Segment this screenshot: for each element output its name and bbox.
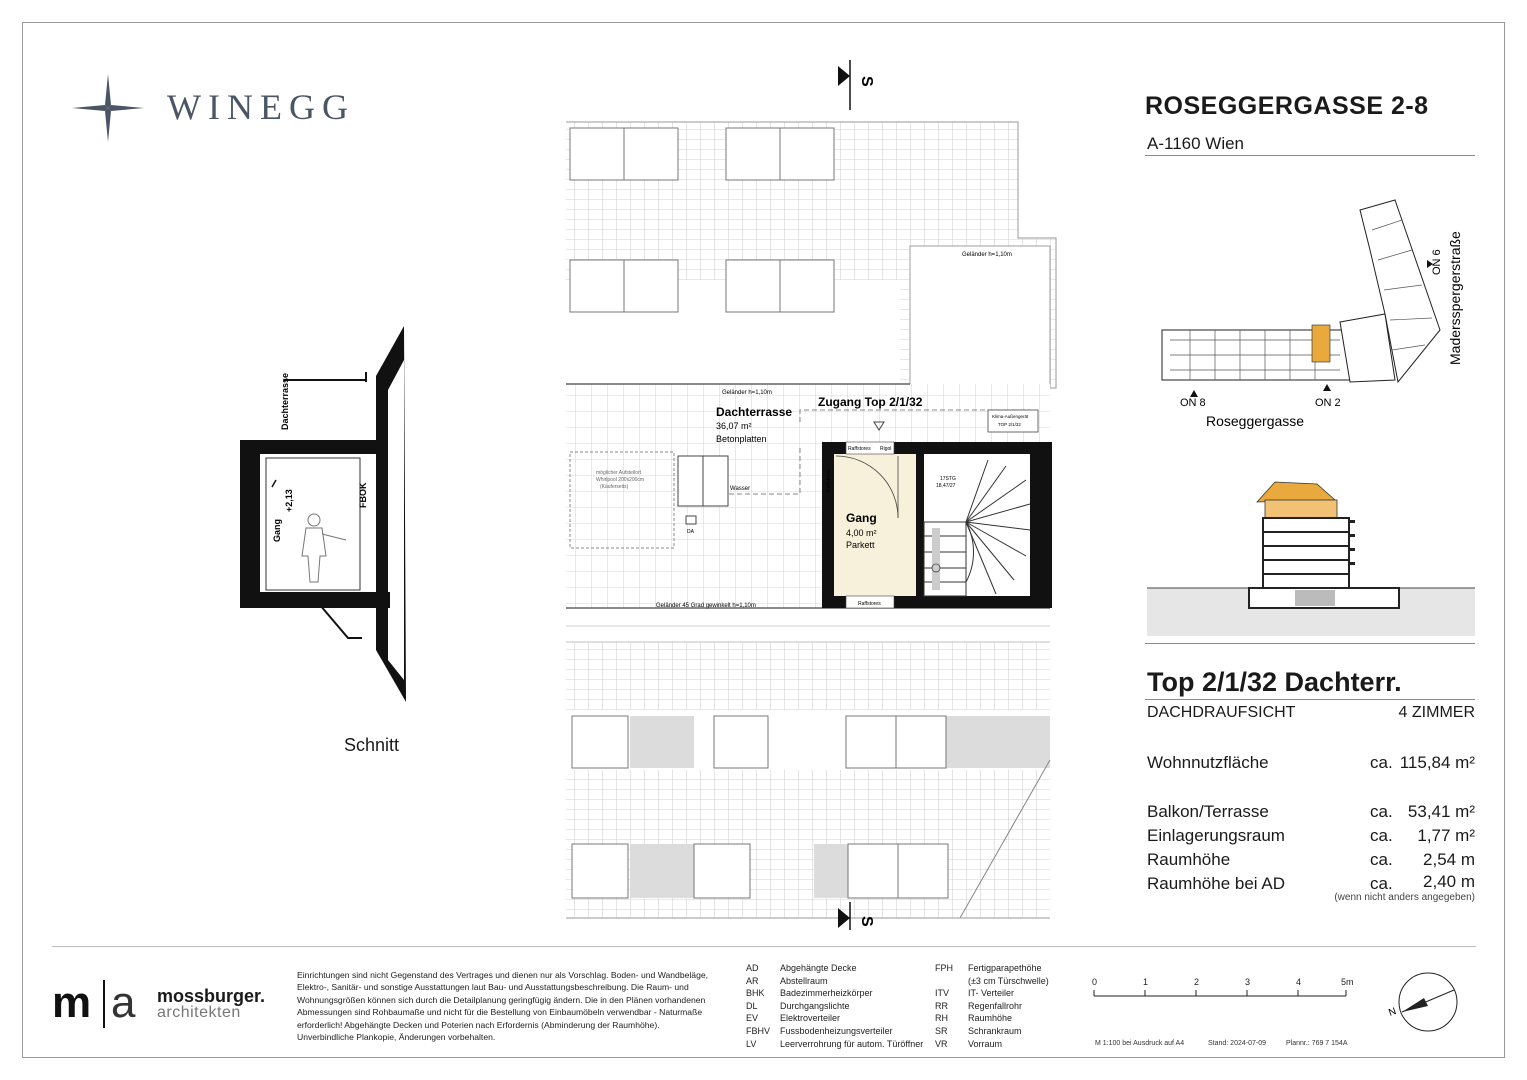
- area-label: Balkon/Terrasse: [1147, 802, 1269, 821]
- terrace-area: 36,07 m²: [716, 421, 752, 431]
- unit-highlight: [1312, 325, 1330, 362]
- whirlpool-line3: (Käuferseits): [600, 484, 629, 490]
- area-value: 1,77 m²: [1417, 826, 1475, 845]
- legend-text: Abgehängte Decke: [780, 963, 857, 973]
- floor-plan: [560, 60, 1070, 930]
- rigol-label: Rigol: [880, 446, 892, 452]
- legend-code: ITV: [935, 988, 950, 999]
- area-value: 2,40 m: [1423, 872, 1475, 891]
- gang-floor: Parkett: [846, 540, 875, 550]
- legend-code: BHK: [746, 988, 765, 999]
- site-street-bottom: Roseggergasse: [1206, 413, 1305, 429]
- site-on2: ON 2: [1315, 397, 1341, 409]
- legend-code: SR: [935, 1025, 948, 1036]
- section-divider: [1145, 643, 1475, 644]
- legend-text: IT- Verteiler: [968, 988, 1015, 999]
- legend-right-codes: [935, 962, 953, 1050]
- project-street: ROSEGGERGASSE 2-8: [1145, 92, 1429, 120]
- area-value: 53,41 m²: [1407, 802, 1475, 821]
- legend-text: Abstellraum: [780, 975, 828, 986]
- legend-right-texts: [968, 962, 1049, 1050]
- legend-code: VR: [935, 1038, 948, 1049]
- site-key-plan: [1140, 190, 1480, 430]
- raffstores-bottom-label: Raffstores: [858, 601, 881, 607]
- building-section-diagram: [1145, 470, 1480, 640]
- legend-code: AD: [746, 963, 759, 973]
- architect-mark-a: a: [111, 978, 136, 1027]
- footer-divider: [52, 946, 1476, 947]
- legend-text: Schrankraum: [968, 1025, 1022, 1036]
- section-mark-top: S: [858, 76, 875, 87]
- da-label: DA: [687, 529, 694, 535]
- legend-code: LV: [746, 1038, 757, 1049]
- area-value: 115,84 m²: [1399, 753, 1475, 772]
- legend-text: Leerverrohrung für autom. Türöffner: [780, 1038, 924, 1049]
- area-note: (wenn nicht anders angegeben): [1334, 892, 1475, 903]
- section-dachterrasse-label: Dachterrasse: [280, 372, 290, 430]
- header-divider: [1145, 155, 1475, 156]
- area-label: Wohnnutzfläche: [1147, 753, 1269, 772]
- whirlpool-line2: Whirlpool 200x200cm: [596, 477, 645, 483]
- footer-plan-no: Plannr.: 769 7 154A: [1286, 1040, 1348, 1047]
- scale-tick-label: 0: [1092, 977, 1098, 987]
- legend-code: DL: [746, 1000, 758, 1011]
- architect-name: mossburger.: [157, 986, 266, 1006]
- legend-left-texts: [780, 962, 923, 1050]
- site-street-right: Madersspergerstraße: [1447, 231, 1463, 365]
- section-fbok-label: FBOK: [358, 482, 368, 508]
- unit-title: Top 2/1/32 Dachterr.: [1147, 667, 1402, 697]
- legend-code: [935, 975, 953, 988]
- legend-text: (±3 cm Türschwelle): [968, 975, 1049, 986]
- compass-star-logo-icon: [72, 74, 144, 142]
- legend-text: Fertigparapethöhe: [968, 963, 1042, 973]
- architect-sub: architekten: [157, 1004, 241, 1021]
- legend-text: Elektroverteiler: [780, 1013, 841, 1024]
- legend-left-codes: [746, 962, 770, 1050]
- whirlpool-line1: möglicher Aufstellort: [596, 470, 642, 476]
- entrance-label: Zugang Top 2/1/32: [818, 395, 923, 409]
- legend-text: Regenfallrohr: [968, 1000, 1023, 1011]
- legend-code: FBHV: [746, 1025, 771, 1036]
- north-label: N: [1387, 1006, 1398, 1019]
- scale-tick-label: 1: [1143, 977, 1149, 987]
- scale-bar: [1090, 988, 1360, 1000]
- footer-scale: M 1:100 bei Ausdruck auf A4: [1095, 1040, 1185, 1047]
- railing-mid-label: Geländer h=1,10m: [722, 390, 772, 396]
- legend-code: FPH: [935, 963, 953, 973]
- area-ca: ca.: [1370, 802, 1393, 821]
- scale-tick-label: 2: [1194, 977, 1200, 987]
- raffstores-top-label: Raffstores: [848, 446, 871, 452]
- scale-tick-label: 5m: [1341, 977, 1354, 987]
- gang-name: Gang: [846, 511, 877, 525]
- section-gang-label: Gang: [272, 518, 282, 542]
- legend-text: Fussbodenheizungsverteiler: [780, 1025, 893, 1036]
- north-arrow-icon: [1384, 968, 1464, 1038]
- section-drawing: [236, 320, 416, 710]
- wasser-label: Wasser: [730, 486, 751, 492]
- railing-top-label: Geländer h=1,10m: [962, 252, 1012, 258]
- legend-code: EV: [746, 1013, 759, 1024]
- section-level-label: +2,13: [284, 489, 294, 512]
- terrace-name: Dachterrasse: [716, 405, 793, 419]
- unit-divider: [1145, 699, 1475, 700]
- area-label: Einlagerungsraum: [1147, 826, 1285, 845]
- view-label: DACHDRAUFSICHT: [1147, 704, 1296, 721]
- architect-mark-m: m: [52, 978, 91, 1027]
- legend-code: RR: [935, 1000, 948, 1011]
- legend-code: RH: [935, 1013, 948, 1024]
- site-on8: ON 8: [1180, 397, 1206, 409]
- area-value: 2,54 m: [1423, 850, 1475, 869]
- railing-bottom-label: Geländer 45 Grad gewinkelt h=1,10m: [656, 603, 756, 609]
- legend-text: Raumhöhe: [968, 1013, 1013, 1024]
- stairs-count-label: 17STG: [940, 476, 956, 482]
- section-label: Schnitt: [344, 735, 400, 755]
- area-ca: ca.: [1370, 874, 1393, 893]
- terrace-floor: Betonplatten: [716, 434, 767, 444]
- rooms-count: 4 ZIMMER: [1398, 704, 1475, 721]
- legend-text: Vorraum: [968, 1038, 1003, 1049]
- klima-line1: Klima-Außengerät: [992, 414, 1029, 419]
- area-ca: ca.: [1370, 753, 1393, 772]
- legend-text: Badezimmerheizkörper: [780, 988, 873, 999]
- legend-code: AR: [746, 975, 759, 986]
- klima-line2: TOP 2/1/32: [998, 422, 1021, 427]
- gang-area: 4,00 m²: [846, 528, 877, 538]
- scale-tick-label: 3: [1245, 977, 1251, 987]
- disclaimer-text: Einrichtungen sind nicht Gegenstand des Vertrages und dienen nur als Vorschlag. Boden- und Wandbeläge, Elektro-, Sanitär- und sonstige Ausstattungen laut Bau- und Ausstattungsbeschreibung. Die Raum- und Wohnungsgrößen können sich durch die Detailplanung geringfügig ändern. Die in den Plänen vorhandenen Abmessungen sind Rohbaumaße und nicht für die Bestellung von Einbaumöbeln verwendbar - Naturmaße erforderlich! Abgehängte Decken und Poterien nach Erfordernis (Abminderung der Raumhöhe). Unverbindliche Plankopie, Änderungen vorbehalten.: [297, 970, 709, 1043]
- brand-logo-text: WINEGG: [167, 87, 355, 127]
- site-on6: ON 6: [1431, 249, 1443, 275]
- scale-tick-label: 4: [1296, 977, 1302, 987]
- area-label: Raumhöhe: [1147, 850, 1231, 869]
- section-mark-bottom: S: [858, 916, 875, 927]
- area-ca: ca.: [1370, 850, 1393, 869]
- project-city: A-1160 Wien: [1147, 134, 1245, 153]
- architect-mark-bar: [103, 980, 105, 1028]
- legend-text: Durchgangslichte: [780, 1000, 850, 1011]
- stairs-dim-label: 18,47/27: [936, 483, 956, 489]
- area-label: Raumhöhe bei AD: [1147, 874, 1285, 893]
- raffstores-side-label: Raffstores: [826, 469, 832, 492]
- footer-date: Stand: 2024-07-09: [1208, 1040, 1266, 1047]
- area-ca: ca.: [1370, 826, 1393, 845]
